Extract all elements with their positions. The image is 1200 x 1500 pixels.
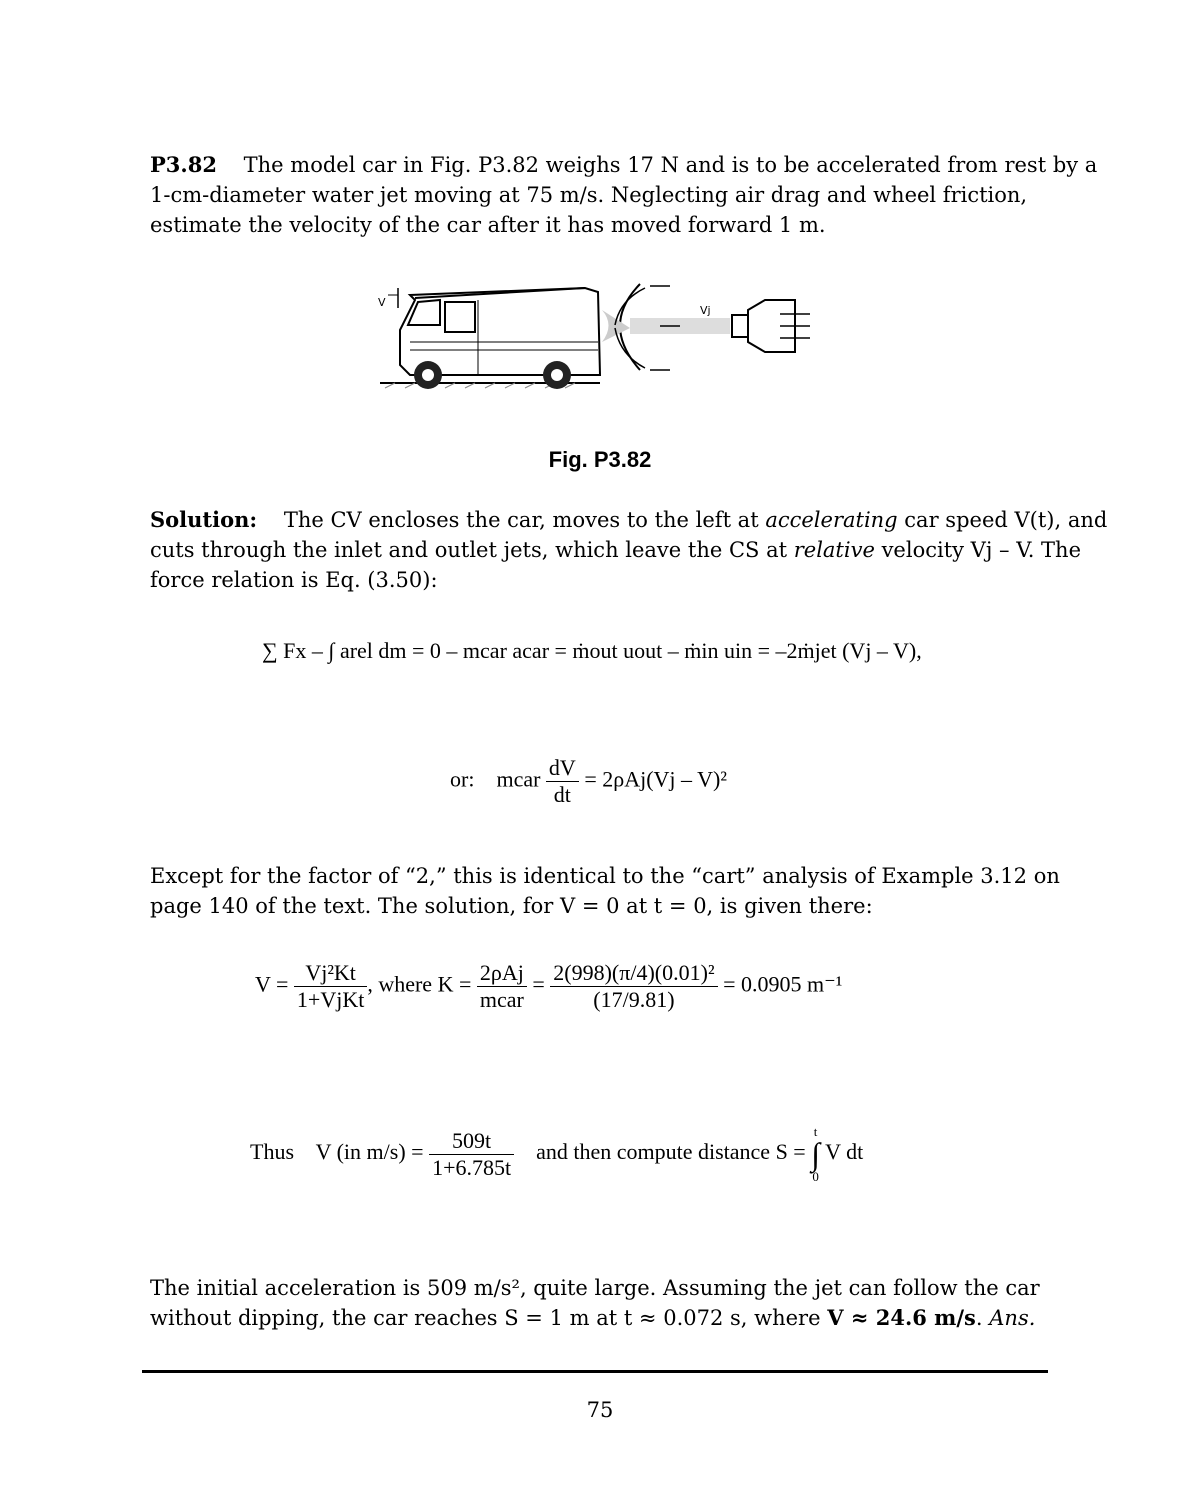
problem-line-2: 1-cm-diameter water jet moving at 75 m/s. Neglecting air drag and wheel friction, <box>150 183 1028 207</box>
solution-line-2: cuts through the inlet and outlet jets, which leave the CS at relative velocity Vj – V. The <box>150 538 1082 562</box>
dv-dt-fraction: $\frac{dV}{dt}$ <box>546 755 579 808</box>
problem-statement <box>150 150 1098 240</box>
solution-line-3: force relation is Eq. (3.50): <box>150 568 438 592</box>
solution-line-1: Solution: The CV encloses the car, moves to the left at accelerating car speed V(t), and <box>150 507 1108 532</box>
final-answer-paragraph <box>150 1273 1050 1333</box>
velocity-solution-equation: V = $\frac{\text{Vj²Kt}}{\text{1+VjKt}}$ , where K = $\frac{\text{2ρAj}}{\text{mcar}}$ = $\frac{\text{2(998)(π/4)(0.01)²}}{(17/9.81)}$ = 0.0905 m⁻¹ <box>255 960 843 1012</box>
velocity-label-vj: Vj <box>700 304 711 317</box>
velocity-numeric-fraction: $\frac{509t}{1+6.785t}$ <box>429 1128 514 1181</box>
numeric-velocity-equation: Thus V (in m/s) = $\frac{509t}{1+6.785t}$ and then compute distance S = t ∫ 0 V dt <box>250 1124 864 1184</box>
velocity-label-v: V <box>378 296 386 309</box>
final-answer: V ≈ 24.6 m/s <box>827 1305 976 1330</box>
final-line-2: without dipping, the car reaches S = 1 m at t ≈ 0.072 s, where V ≈ 24.6 m/s. Ans. <box>150 1305 1036 1330</box>
k-fraction: $\frac{\text{2ρAj}}{\text{mcar}}$ <box>477 960 527 1013</box>
solution-paragraph <box>150 505 1108 595</box>
ans-label: Ans. <box>989 1306 1036 1330</box>
problem-line-3: estimate the velocity of the car after it has moved forward 1 m. <box>150 213 826 237</box>
figure-caption: Fig. P3.82 <box>548 447 652 472</box>
solution-heading: Solution: <box>150 507 258 532</box>
distance-integral: t ∫ 0 <box>811 1124 820 1184</box>
final-line-1: The initial acceleration is 509 m/s², quite large. Assuming the jet can follow the car <box>150 1276 1040 1300</box>
differential-equation: or: mcar $\frac{dV}{dt}$ = 2ρAj(Vj – V)² <box>450 755 727 807</box>
k-numeric-fraction: $\frac{\text{2(998)(π/4)(0.01)²}}{(17/9.81)}$ <box>550 960 717 1013</box>
page-number: 75 <box>586 1398 614 1422</box>
van-water-jet-figure <box>370 270 810 405</box>
para2-line-2: page 140 of the text. The solution, for V = 0 at t = 0, is given there: <box>150 894 873 918</box>
velocity-fraction: $\frac{\text{Vj²Kt}}{\text{1+VjKt}}$ <box>294 960 367 1013</box>
problem-id: P3.82 <box>150 152 217 177</box>
footer-rule <box>142 1370 1048 1373</box>
momentum-equation: ∑ Fx – ∫ arel dm = 0 – mcar acar = ṁout uout – ṁin uin = –2ṁjet (Vj – V), <box>262 638 922 663</box>
para2-line-1: Except for the factor of “2,” this is identical to the “cart” analysis of Example 3.12 on <box>150 864 1060 888</box>
problem-line-1: P3.82 The model car in Fig. P3.82 weighs 17 N and is to be accelerated from rest by a <box>150 152 1098 177</box>
paragraph-cart-analysis <box>150 861 1060 921</box>
